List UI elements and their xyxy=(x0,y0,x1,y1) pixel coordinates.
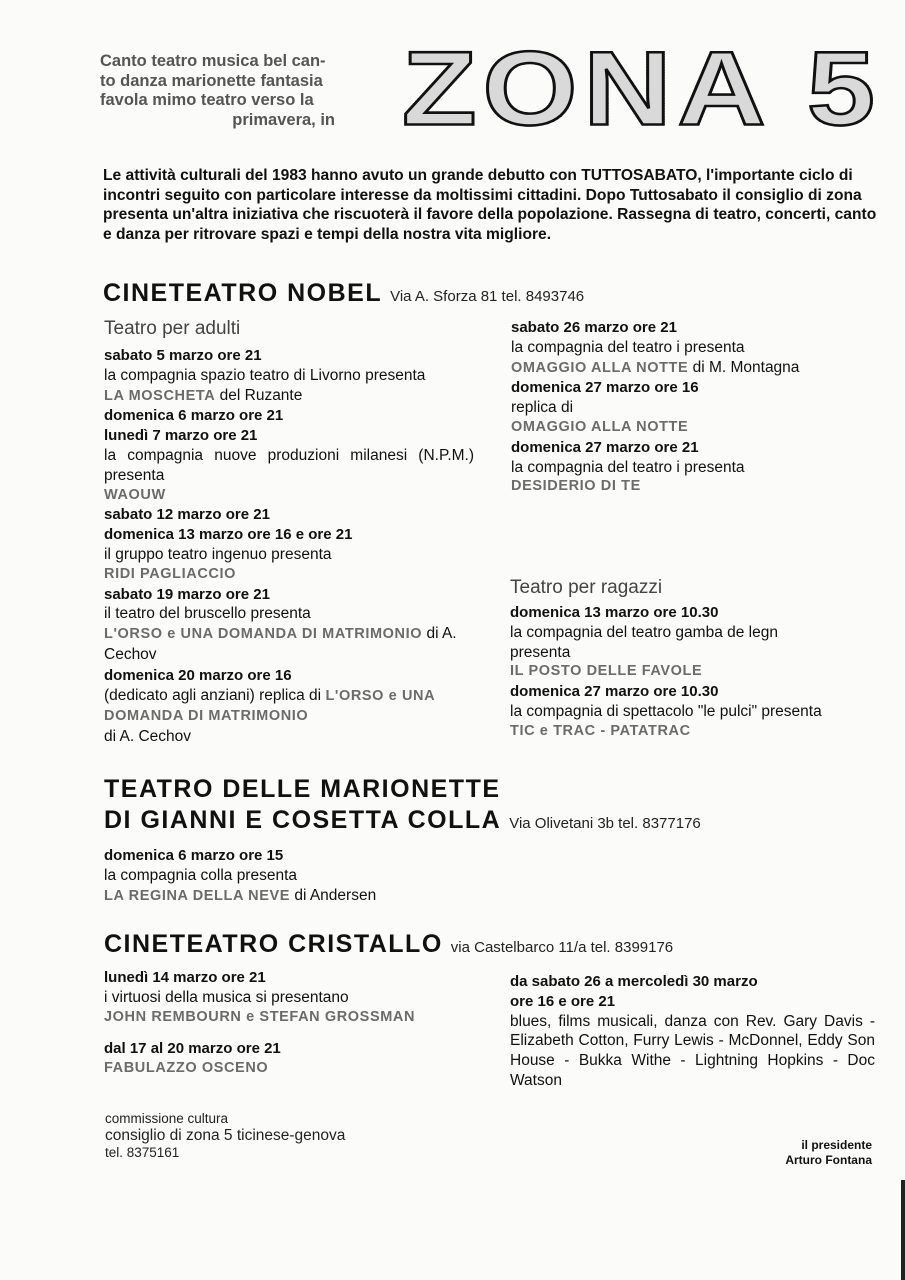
nobel-left-column xyxy=(104,318,474,747)
event-author: del Ruzante xyxy=(215,386,303,404)
tagline-line: to danza marionette fantasia xyxy=(100,71,323,90)
event-text: la compagnia spazio teatro di Livorno presenta xyxy=(104,366,426,384)
president-name: Arturo Fontana xyxy=(785,1153,872,1167)
footer-phone: tel. 8375161 xyxy=(105,1145,180,1160)
event-title: L'ORSO e UNA DOMANDA DI MATRIMONIO xyxy=(104,687,435,725)
event-text: la compagnia di spettacolo "le pulci" presenta xyxy=(510,702,822,720)
colla-event xyxy=(104,846,474,906)
event-date: sabato 19 marzo ore 21 xyxy=(104,585,270,603)
venue-address: Via A. Sforza 81 tel. 8493746 xyxy=(390,288,585,305)
tagline-line: primavera, in xyxy=(232,110,335,129)
event xyxy=(104,346,474,406)
event xyxy=(104,666,474,747)
event xyxy=(510,682,880,741)
venue-address: Via Olivetani 3b tel. 8377176 xyxy=(509,815,701,832)
event-author: di M. Montagna xyxy=(688,358,800,376)
event-title: LA MOSCHETA xyxy=(104,387,216,404)
event-text: replica di xyxy=(511,399,574,417)
event xyxy=(104,1039,474,1079)
venue-name: DI GIANNI E COSETTA COLLA xyxy=(104,806,502,834)
event-author: di A. Cechov xyxy=(104,625,457,663)
cristallo-right-column xyxy=(510,972,880,1091)
event-date: lunedì 14 marzo ore 21 xyxy=(104,969,266,986)
event-date: domenica 13 marzo ore 10.30 xyxy=(510,604,719,621)
event-title: DESIDERIO DI TE xyxy=(511,478,641,495)
event-text: la compagnia del teatro i presenta xyxy=(511,458,745,476)
event-date: domenica 6 marzo ore 15 xyxy=(104,847,284,864)
event-title: WAOUW xyxy=(104,486,166,503)
event-title: IL POSTO DELLE FAVOLE xyxy=(510,663,703,680)
event-title: OMAGGIO ALLA NOTTE xyxy=(511,418,689,435)
event-text: la compagnia del teatro gamba de legn presenta xyxy=(510,623,778,661)
venue-address: via Castelbarco 11/a tel. 8399176 xyxy=(450,939,674,956)
event-title: RIDI PAGLIACCIO xyxy=(104,565,236,582)
zona5-logo: ZONA 5 xyxy=(402,29,881,147)
event-date: domenica 27 marzo ore 10.30 xyxy=(510,683,719,701)
footer-line: consiglio di zona 5 ticinese-genova xyxy=(105,1127,346,1144)
event xyxy=(104,968,474,1027)
footer-line: commissione cultura xyxy=(105,1111,229,1126)
event-text: la compagnia del teatro i presenta xyxy=(511,338,745,356)
event-title: OMAGGIO ALLA NOTTE xyxy=(511,359,689,376)
section-title: Teatro per adulti xyxy=(104,318,241,339)
event-text: la compagnia colla presenta xyxy=(104,866,298,884)
event xyxy=(511,438,881,497)
event-date: domenica 13 marzo ore 16 e ore 21 xyxy=(104,526,353,544)
event-date: domenica 20 marzo ore 16 xyxy=(104,666,292,684)
event-date: domenica 27 marzo ore 21 xyxy=(511,438,699,456)
tagline-line: Canto teatro musica bel can- xyxy=(100,52,326,70)
event-text: la compagnia nuove produzioni milanesi (N.P.M.) presenta xyxy=(104,446,474,484)
venue-nobel xyxy=(103,279,584,308)
intro-paragraph: Le attività culturali del 1983 hanno avuto un grande debutto con TUTTOSABATO, l'importante ciclo di incontri seguito con particolare interesse da moltissimi cittadini. Dopo Tuttosabato il consiglio di zona presenta un'altra iniziativa che riscuoterà il favore della popolazione. Rassegna di teatro, concerti, canto e danza per ritrovare spazi e tempi della nostra vita migliore. xyxy=(103,167,877,243)
event xyxy=(511,318,881,378)
event-title: L'ORSO e UNA DOMANDA DI MATRIMONIO xyxy=(104,626,423,643)
venue-name: CINETEATRO CRISTALLO xyxy=(104,930,443,958)
nobel-kids-column xyxy=(510,577,880,742)
event-text: il gruppo teatro ingenuo presenta xyxy=(104,545,332,563)
event-date: sabato 26 marzo ore 21 xyxy=(511,319,677,336)
event-date: domenica 6 marzo ore 21 xyxy=(104,407,284,425)
event-title: LA REGINA DELLA NEVE xyxy=(104,887,291,904)
venue-name: TEATRO DELLE MARIONETTE xyxy=(104,775,501,803)
event-date: dal 17 al 20 marzo ore 21 xyxy=(104,1040,281,1058)
venue-cristallo xyxy=(104,930,673,959)
president-title: il presidente xyxy=(801,1138,872,1152)
tagline-line: favola mimo teatro verso la xyxy=(100,91,314,109)
event-date: ore 16 e ore 21 xyxy=(510,992,616,1010)
nobel-right-column xyxy=(511,318,881,497)
event-author: di A. Cechov xyxy=(104,728,192,746)
event-title: TIC e TRAC - PATATRAC xyxy=(510,722,691,739)
footer-president xyxy=(740,1138,872,1168)
event-title: FABULAZZO OSCENO xyxy=(104,1060,269,1077)
venue-colla xyxy=(104,774,701,839)
event xyxy=(104,505,474,584)
event-date: sabato 12 marzo ore 21 xyxy=(104,506,270,524)
event-date: domenica 27 marzo ore 16 xyxy=(511,379,699,397)
section-title: Teatro per ragazzi xyxy=(510,577,663,598)
event-author: di Andersen xyxy=(290,886,377,904)
event xyxy=(104,406,474,505)
event-text: (dedicato agli anziani) replica di xyxy=(104,686,326,704)
event-date: da sabato 26 a mercoledì 30 marzo xyxy=(510,973,758,990)
event-date: sabato 5 marzo ore 21 xyxy=(104,347,262,364)
venue-name: CINETEATRO NOBEL xyxy=(103,279,383,307)
event-text: il teatro del bruscello presenta xyxy=(104,605,311,623)
footer-committee xyxy=(105,1110,345,1161)
event-text: i virtuosi della musica si presentano xyxy=(104,988,349,1006)
event xyxy=(510,603,880,682)
event xyxy=(104,585,474,666)
tagline xyxy=(100,52,335,130)
event-title: JOHN REMBOURN e STEFAN GROSSMAN xyxy=(104,1008,416,1025)
event-text: blues, films musicali, danza con Rev. Gary Davis - Elizabeth Cotton, Furry Lewis - McDonnel, Eddy Son House - Bukka Withe - Lightning Hopkins - Doc Watson xyxy=(510,1012,875,1089)
cristallo-left-column xyxy=(104,968,474,1079)
event-date: lunedì 7 marzo ore 21 xyxy=(104,427,258,445)
event xyxy=(511,378,881,437)
scan-edge xyxy=(901,1180,905,1280)
